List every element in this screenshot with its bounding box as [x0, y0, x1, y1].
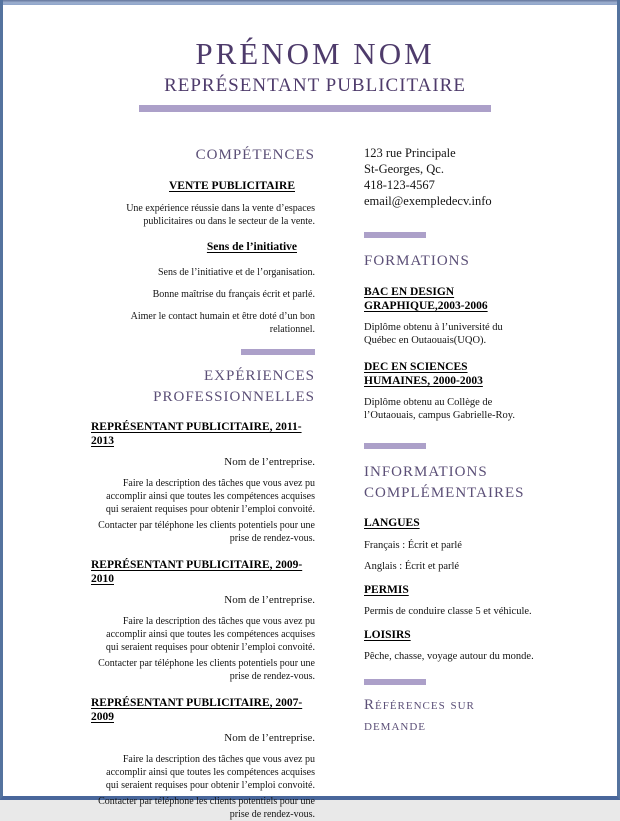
permis-line: Permis de conduire classe 5 et véhicule. — [364, 606, 532, 618]
job-entry — [91, 696, 315, 821]
competence-paragraph: Bonne maîtrise du français écrit et parlé. — [152, 289, 315, 301]
loisirs-line: Pêche, chasse, voyage autour du monde. — [364, 651, 534, 663]
left-column — [91, 145, 315, 821]
person-role: REPRÉSENTANT PUBLICITAIRE — [164, 74, 466, 96]
contact-block — [364, 145, 536, 209]
references-heading: Références sur demande — [364, 697, 475, 735]
competence-subheading-initiative: Sens de l’initiative — [206, 241, 297, 254]
accent-bar — [241, 349, 315, 355]
competence-paragraph: Aimer le contact humain et être doté d’un bon relationnel. — [130, 311, 315, 336]
header — [91, 38, 539, 112]
job-entry — [91, 420, 315, 545]
header-divider-bar — [139, 105, 491, 112]
job-description: Contacter par téléphone les clients potentiels pour une prise de rendez-vous. — [98, 658, 315, 683]
permis-subheading: PERMIS — [364, 584, 409, 597]
degree-description: Diplôme obtenu au Collège de l’Outaouais, campus Gabrielle-Roy. — [364, 397, 515, 422]
company-name: Nom de l’entreprise. — [224, 456, 315, 469]
competences-heading: COMPÉTENCES — [195, 147, 315, 164]
degree-title: DEC EN SCIENCES HUMAINES, 2000-2003 — [364, 361, 483, 388]
person-name: PRÉNOM NOM — [195, 36, 435, 71]
company-name: Nom de l’entreprise. — [224, 732, 315, 745]
job-description: Contacter par téléphone les clients potentiels pour une prise de rendez-vous. — [98, 520, 315, 545]
job-title: REPRÉSENTANT PUBLICITAIRE, 2009-2010 — [91, 559, 303, 586]
accent-bar — [364, 232, 426, 238]
company-name: Nom de l’entreprise. — [224, 594, 315, 607]
page-top-border — [3, 0, 617, 5]
langues-subheading: LANGUES — [364, 517, 420, 530]
two-column-layout — [91, 145, 539, 821]
page-content — [3, 0, 617, 821]
competence-paragraph: Sens de l’initiative et de l’organisation. — [157, 267, 315, 279]
contact-address-line: 123 rue Principale — [364, 146, 456, 161]
language-line: Français : Écrit et parlé — [364, 540, 462, 552]
contact-email: email@exempledecv.info — [364, 194, 492, 209]
job-entry — [91, 558, 315, 683]
experiences-heading: EXPÉRIENCES PROFESSIONNELLES — [153, 368, 315, 405]
accent-bar — [364, 679, 426, 685]
loisirs-subheading: LOISIRS — [364, 629, 411, 642]
job-description: Faire la description des tâches que vous avez pu accomplir ainsi que toutes les compétences acquises qui seraient requises pour obtenir l’emploi convoité. — [105, 478, 315, 516]
accent-bar — [364, 443, 426, 449]
language-line: Anglais : Écrit et parlé — [364, 561, 460, 573]
degree-description: Diplôme obtenu à l’université du Québec en Outaouais(UQO). — [364, 322, 503, 347]
contact-phone: 418-123-4567 — [364, 178, 435, 193]
competence-paragraph: Une expérience réussie dans la vente d’espaces publicitaires ou dans le secteur de la vente. — [126, 203, 315, 228]
job-title: REPRÉSENTANT PUBLICITAIRE, 2011-2013 — [91, 421, 302, 448]
informations-heading: INFORMATIONS COMPLÉMENTAIRES — [364, 464, 525, 501]
job-description: Faire la description des tâches que vous avez pu accomplir ainsi que toutes les compétences acquises qui seraient requises pour obtenir l’emploi convoité. — [105, 754, 315, 792]
job-description: Faire la description des tâches que vous avez pu accomplir ainsi que toutes les compétences acquises qui seraient requises pour obtenir l’emploi convoité. — [105, 616, 315, 654]
job-title: REPRÉSENTANT PUBLICITAIRE, 2007-2009 — [91, 697, 303, 724]
contact-address-line: St-Georges, Qc. — [364, 162, 444, 177]
competence-subheading-vente: VENTE PUBLICITAIRE — [169, 180, 295, 193]
degree-title: BAC EN DESIGN GRAPHIQUE,2003-2006 — [364, 286, 488, 313]
right-column — [364, 145, 536, 821]
job-description: Contacter par téléphone les clients potentiels pour une prise de rendez-vous. — [98, 796, 315, 821]
formations-heading: FORMATIONS — [364, 253, 470, 270]
